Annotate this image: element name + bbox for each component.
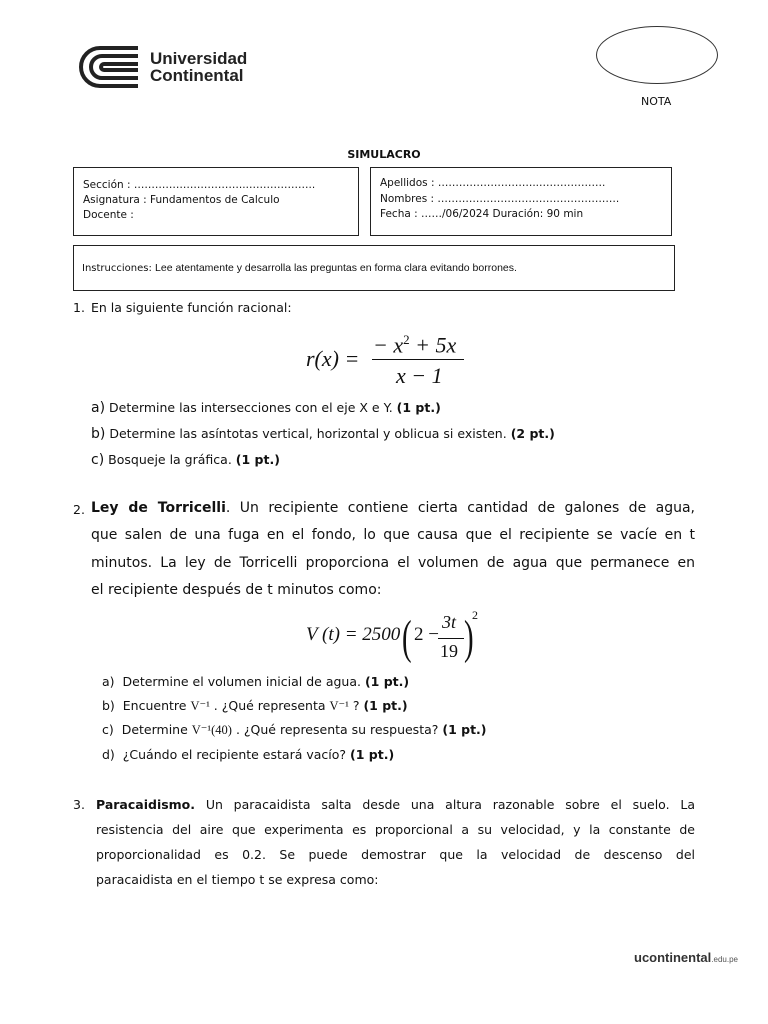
q1-fraction-bar [372,359,464,360]
q2-item-d-text: ¿Cuándo el recipiente estará vacío? [122,747,347,762]
q3-line-1 [96,797,695,812]
question-3-number: 3. [73,797,85,812]
q3-line-1-text: Un paracaidista salta desde una altura razonable sobre el suelo. La [195,797,695,812]
q1-item-a-text: Determine las intersecciones con el eje X e Y. [109,400,393,415]
q1-item-b-text: Determine las asíntotas vertical, horizontal y oblicua si existen. [109,426,507,441]
q1-item-a-letter: a) [91,400,106,416]
q1-formula-denominator: x − 1 [396,363,443,388]
q2-formula-lhs: V (t) = 2500 [306,624,401,645]
q2-item-a-points: (1 pt.) [364,674,410,689]
q2-item-c-letter: c) [102,722,114,737]
asignatura-field: Asignatura : Fundamentos de Calculo [83,194,280,206]
q1-formula-lhs: r(x) = [306,346,360,371]
university-logo [78,44,258,92]
q2-paren-left: ( [402,611,412,664]
instructions-body: Lee atentamente y desarrolla las preguntas en forma clara evitando borrones. [155,262,517,274]
q2-item-b-math-2: V⁻¹ [329,699,349,713]
nombres-field: Nombres : ……………………………………………. [380,193,620,205]
q3-line-4: paracaidista en el tiempo t se expresa como: [96,872,379,887]
q1-item-b-points: (2 pt.) [510,426,555,441]
page-title: SIMULACRO [347,148,421,161]
footer-domain: .edu.pe [711,955,738,964]
instructions-label: Instrucciones: [82,263,152,274]
q2-line-3: minutos. La ley de Torricelli proporciona el volumen de agua que permanece en [91,555,695,571]
instructions-text [82,262,517,274]
q3-line-2: resistencia del aire que experimenta es proporcional a su velocidad, y la constante de [96,822,695,837]
q1-item-b-letter: b) [91,426,106,442]
q2-item-c-points: (1 pt.) [442,722,487,737]
logo-line-2: Continental [150,66,244,85]
q2-item-b-letter: b) [102,698,115,713]
question-1-intro: En la siguiente función racional: [91,300,292,315]
q2-item-a [102,674,409,689]
q2-line-4: el recipiente después de t minutos como: [91,582,382,598]
q2-item-c-math: V⁻¹(40) [191,723,232,737]
q1-formula-numerator [373,332,456,358]
q2-item-c-text: Determine [121,722,192,737]
grade-label: NOTA [641,95,672,108]
grade-oval [596,26,718,84]
q2-line-2: que salen de una fuga en el fondo, lo que causa que el recipiente se vacíe en t [91,527,695,543]
logo-line-1: Universidad [150,49,248,68]
student-info-left-box [73,167,359,236]
q3-line-3: proporcionalidad es 0.2. Se puede demostrar que la velocidad de descenso del [96,847,695,862]
q2-item-d [102,747,394,762]
q1-item-c-points: (1 pt.) [235,452,280,467]
fecha-field: Fecha : ……/06/2024 Duración: 90 min [380,208,584,220]
q1-item-c [91,452,280,468]
logo-text [150,50,247,84]
q2-fraction-bar [438,638,464,639]
q1-item-c-text: Bosqueje la gráfica. [108,452,232,467]
q2-exponent: 2 [472,608,478,622]
q2-item-b-math: V⁻¹ [190,699,210,713]
q2-item-a-letter: a) [102,674,115,689]
apellidos-field: Apellidos : ………………………..………………. [380,177,606,189]
q2-item-c [102,722,487,738]
footer-brand-name: ucontinental [634,950,712,965]
q1-item-a-points: (1 pt.) [396,400,441,415]
q2-item-a-text: Determine el volumen inicial de agua. [122,674,361,689]
student-info-right-box [370,167,672,236]
q2-item-c-text-2: . ¿Qué representa su respuesta? [231,722,439,737]
question-1-number: 1. [73,300,85,315]
footer-brand [634,949,738,967]
q2-paren-right: ) [464,611,474,664]
q2-item-b-text-2: . ¿Qué representa [209,698,330,713]
q2-formula-two: 2 − [414,624,439,645]
q3-title: Paracaidismo. [96,797,196,812]
q1-numerator-term: − x [373,332,404,358]
q2-line-1 [91,500,695,516]
q2-item-d-points: (1 pt.) [350,747,395,762]
q2-item-b [102,698,408,714]
q2-item-d-letter: d) [102,747,115,762]
q1-numerator-term-2: + 5x [409,332,457,358]
q2-item-b-points: (1 pt.) [363,698,408,713]
question-2-number: 2. [73,502,85,517]
q2-item-b-text-3: ? [348,698,360,713]
seccion-field: Sección : …………………………..……………….. [83,179,316,191]
q2-line-1-text: . Un recipiente contiene cierta cantidad de galones de agua, [225,500,695,516]
q1-item-c-letter: c) [91,452,105,468]
q2-title: Ley de Torricelli [91,500,226,516]
q2-item-b-text: Encuentre [122,698,191,713]
q1-item-a [91,400,441,416]
q1-item-b [91,426,555,442]
q1-numerator-exponent: 2 [403,332,410,347]
q2-frac-denominator: 19 [440,641,458,661]
instructions-box [73,245,675,291]
logo-mark-icon [78,44,142,90]
q2-frac-numerator: 3t [442,612,457,632]
docente-field: Docente : [83,209,134,221]
